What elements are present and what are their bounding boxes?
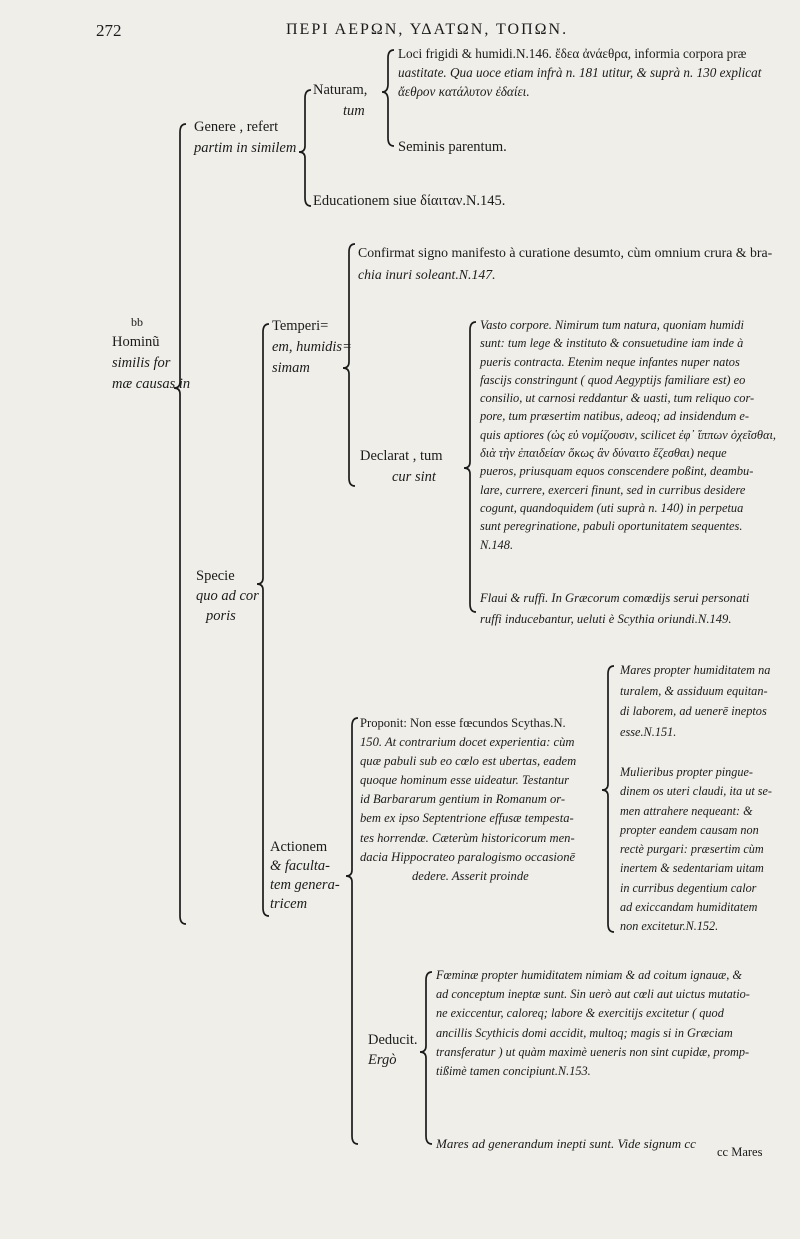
naturam-label: Naturam, tum (313, 82, 368, 119)
deducit-label: Deducit. Ergò (368, 1032, 418, 1068)
declarat-label: Declarat , tum cur sint (360, 448, 443, 485)
specie-label: Specie quo ad cor poris (196, 568, 259, 624)
actionem-label: Actionem & faculta- tem genera- tricem (270, 839, 340, 912)
confirmat-text: Confirmat signo manifesto à curatione desumto, cùm omnium crura & bra- chia inuri soleant.N.147. (358, 245, 773, 282)
educationem-text: Educationem siue δίαιταν.N.145. (313, 193, 506, 209)
flaui-text: Flaui & ruffi. In Græcorum comœdijs serui personati ruffi inducebantur, ueluti è Scythia oriundi.N.149. (480, 591, 750, 626)
root-label: Hominũ similis for mæ causas in (112, 334, 191, 392)
signature-marker: bb (131, 315, 143, 329)
page-number: 272 (96, 21, 122, 40)
catchword: cc Mares (717, 1145, 763, 1159)
genere-label: Genere , refert partim in similem (194, 119, 297, 156)
mulieribus-text: Mulieribus propter pingue- dinem os uteri claudi, ita ut se- men attrahere nequeant: & propter eandem causam non rectè purgari: præsertim cùm inertem & sedentariam uitam in curribus degentium calor ad exiccandam humiditatem non excitetur.N.152. (620, 765, 772, 934)
loci-text: Loci frigidi & humidi.N.146. ἔδεα ἀνάεθρα, informia corpora præ uastitate. Qua uoce etiam infrà n. 181 utitur, & suprà n. 130 explicat ἄεθρον κατάλυτον ἐδαίει. (398, 46, 762, 99)
mares-generandum-text: Mares ad generandum inepti sunt. Vide signum cc (436, 1136, 696, 1151)
proponit-text: Proponit: Non esse fœcundos Scythas.N. 150. At contrarium docet experientia: cùm quæ pabuli sub eo cœlo est ubertas, eadem quoque hominum esse uideatur. Testantur id Barbararum gentium in Romanum or- bem ex ipso Septentrione effusæ tempesta- tes horrendæ. Cæterùm historicorum men- dacia Hippocrateo paralogismo occasionē dedere. Asserit proinde (360, 716, 577, 883)
mares-equitandi-text: Mares propter humiditatem na turalem, & assiduum equitan- di laborem, ad uenerē ineptos esse.N.151. (620, 663, 771, 739)
seminis-text: Seminis parentum. (398, 139, 507, 155)
foeminae-text: Fœminæ propter humiditatem nimiam & ad coitum ignauæ, & ad conceptum ineptæ sunt. Sin uerò aut cœli aut uictus mutatio- ne exiccentur, caloreq; labore & exercitijs excitetur ( quod ancillis Scythicis domi accidit, multoq; magis si in Græciam transferatur ) ut quàm maximè ueneris non sint cupidæ, promp- tißimè tamen concipiunt.N.153. (436, 968, 750, 1079)
vasto-text: Vasto corpore. Nimirum tum natura, quoniam humidi sunt: tum lege & instituto & consuetudine iam inde à pueris contracta. Etenim neque infantes nuper natos fascijs constringunt ( quod Aegyptijs familiare est) eo consilio, ut carnosi reddantur & uasti, tum reliquo cor- pore, tum præsertim natibus, adeoq; ad insidendum e- quis aptiores (ὡς εὐ νομίζουσιν, scilicet ἐφ᾽ ἵππων ὀχεῖσθαι, διὰ τὴν ἐπαιδείαν ὅκως ἂν δύναιτο ἔζεσθαι) neque pueros, priusquam equos conscendere poßint, deambu- lare, currere, exerceri finunt, sed in curribus desidere cogunt, quandoquidem (uti suprà n. 140) in perpetua sunt peregrinatione, pabuli oportunitatem sequentes. N.148. (480, 318, 777, 552)
running-title: ΠΕΡΙ ΑΕΡΩΝ, ΥΔΑΤΩΝ, ΤΟΠΩΝ. (286, 21, 569, 38)
temperiem-label: Temperi= em, humidis= simam (272, 318, 352, 376)
